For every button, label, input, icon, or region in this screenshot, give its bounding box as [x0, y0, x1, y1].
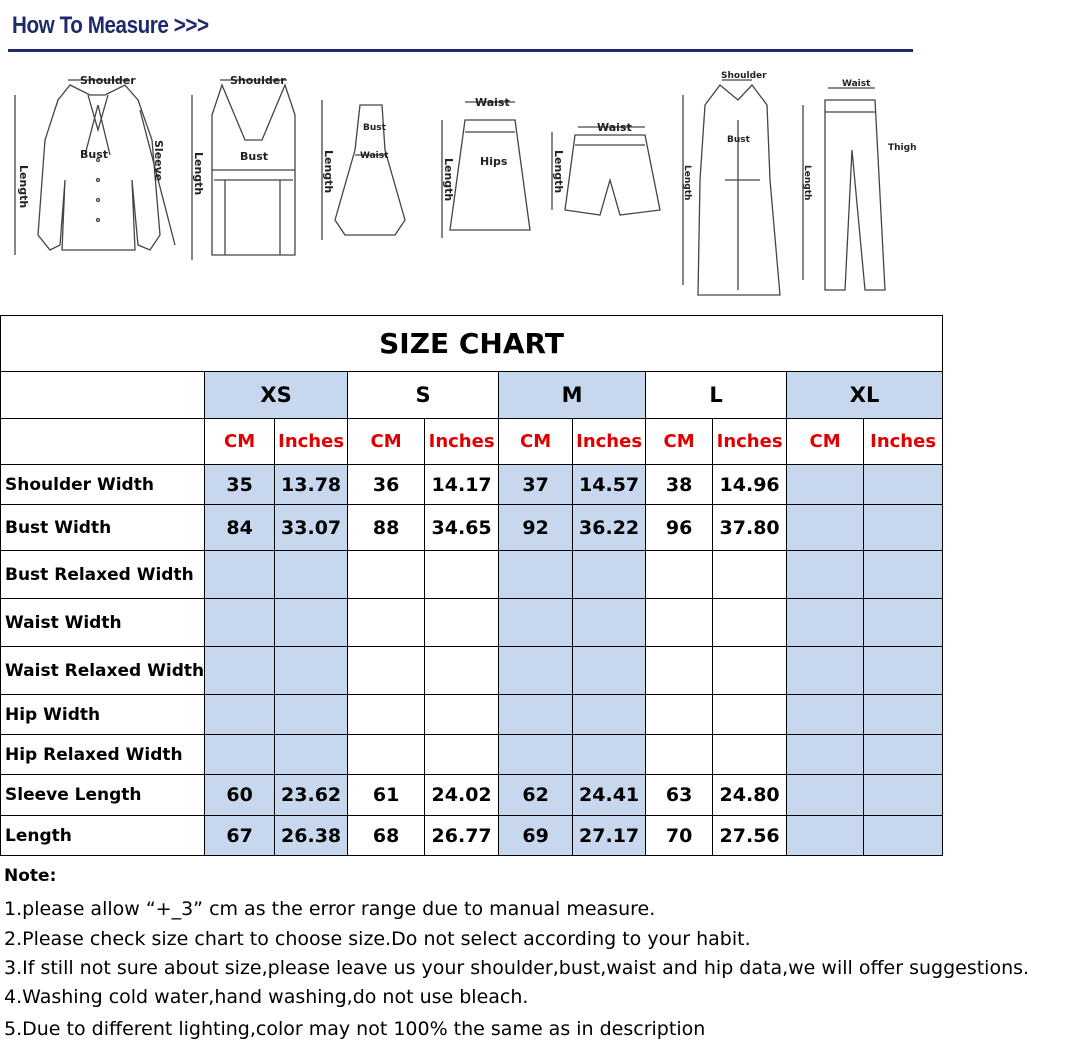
- table-row: [1, 551, 943, 599]
- table-cell: [573, 695, 646, 735]
- table-cell: 67: [205, 816, 275, 856]
- coat-illustration: [683, 80, 780, 295]
- note-item: 4.Washing cold water,hand washing,do not use bleach.: [4, 986, 529, 1008]
- size-xl-header: XL: [787, 372, 943, 419]
- table-row: [1, 735, 943, 775]
- table-cell: [787, 599, 864, 647]
- table-cell: [864, 647, 943, 695]
- table-cell: [275, 735, 348, 775]
- table-row: [1, 647, 943, 695]
- table-cell: [787, 465, 864, 505]
- table-cell: 34.65: [425, 505, 499, 551]
- table-cell: 24.02: [425, 775, 499, 816]
- table-row: [1, 695, 943, 735]
- page-title: How To Measure >>>: [12, 12, 209, 39]
- unit-inches: Inches: [864, 419, 943, 465]
- table-cell: [787, 735, 864, 775]
- length-label: Length: [192, 152, 205, 196]
- table-cell: 23.62: [275, 775, 348, 816]
- bust-label: Bust: [80, 148, 109, 161]
- hips-label: Hips: [480, 155, 508, 168]
- length-label: Length: [17, 165, 30, 209]
- table-cell: [864, 465, 943, 505]
- shorts-illustration: [552, 127, 660, 215]
- table-cell: [573, 735, 646, 775]
- table-cell: [787, 505, 864, 551]
- unit-cm: CM: [499, 419, 573, 465]
- table-cell: [275, 695, 348, 735]
- table-cell: 37.80: [713, 505, 787, 551]
- table-cell: 33.07: [275, 505, 348, 551]
- length-label: Length: [322, 150, 335, 194]
- table-cell: [787, 816, 864, 856]
- unit-cm: CM: [348, 419, 425, 465]
- unit-inches: Inches: [275, 419, 348, 465]
- note-item: 2.Please check size chart to choose size.Do not select according to your habit.: [4, 928, 751, 950]
- table-cell: [348, 695, 425, 735]
- row-label: Bust Relaxed Width: [1, 551, 205, 599]
- waist-label: Waist: [842, 79, 871, 89]
- table-cell: [787, 775, 864, 816]
- waist-label: Waist: [597, 121, 632, 134]
- table-cell: [787, 551, 864, 599]
- table-cell: [425, 647, 499, 695]
- table-cell: [499, 551, 573, 599]
- table-cell: [205, 647, 275, 695]
- table-row: [1, 465, 943, 505]
- table-cell: 69: [499, 816, 573, 856]
- table-cell: [646, 551, 713, 599]
- table-cell: [499, 695, 573, 735]
- table-cell: [499, 647, 573, 695]
- table-cell: [864, 816, 943, 856]
- table-cell: 96: [646, 505, 713, 551]
- table-cell: [205, 695, 275, 735]
- size-chart-title: SIZE CHART: [1, 316, 943, 372]
- table-cell: 37: [499, 465, 573, 505]
- table-cell: [205, 735, 275, 775]
- table-cell: [348, 599, 425, 647]
- measurement-illustrations: [0, 60, 920, 305]
- unit-corner: [1, 419, 205, 465]
- table-cell: 63: [646, 775, 713, 816]
- length-label: Length: [682, 165, 692, 201]
- table-cell: 27.56: [713, 816, 787, 856]
- table-cell: [787, 647, 864, 695]
- table-cell: 14.17: [425, 465, 499, 505]
- table-cell: 14.96: [713, 465, 787, 505]
- table-cell: [425, 695, 499, 735]
- table-cell: [348, 647, 425, 695]
- table-cell: 70: [646, 816, 713, 856]
- table-cell: 14.57: [573, 465, 646, 505]
- table-cell: 36.22: [573, 505, 646, 551]
- table-cell: [275, 647, 348, 695]
- table-cell: 13.78: [275, 465, 348, 505]
- note-item: 5.Due to different lighting,color may not 100% the same as in description: [4, 1018, 706, 1040]
- table-cell: 38: [646, 465, 713, 505]
- table-cell: 35: [205, 465, 275, 505]
- row-label: Sleeve Length: [1, 775, 205, 816]
- table-cell: 60: [205, 775, 275, 816]
- size-xs-header: XS: [205, 372, 348, 419]
- bust-label: Bust: [727, 135, 750, 145]
- table-cell: 24.41: [573, 775, 646, 816]
- length-label: Length: [552, 150, 565, 194]
- row-label: Hip Relaxed Width: [1, 735, 205, 775]
- unit-cm: CM: [646, 419, 713, 465]
- unit-inches: Inches: [573, 419, 646, 465]
- table-cell: [713, 735, 787, 775]
- table-cell: [864, 695, 943, 735]
- table-row: [1, 599, 943, 647]
- row-label: Shoulder Width: [1, 465, 205, 505]
- table-cell: 26.38: [275, 816, 348, 856]
- table-cell: 62: [499, 775, 573, 816]
- table-cell: 92: [499, 505, 573, 551]
- unit-inches: Inches: [713, 419, 787, 465]
- table-cell: [713, 695, 787, 735]
- shoulder-label: Shoulder: [230, 74, 286, 87]
- table-cell: [425, 735, 499, 775]
- length-label: Length: [802, 165, 812, 201]
- table-cell: [713, 647, 787, 695]
- table-cell: [573, 647, 646, 695]
- shoulder-label: Shoulder: [80, 74, 136, 87]
- table-cell: [646, 695, 713, 735]
- unit-inches: Inches: [425, 419, 499, 465]
- table-cell: [425, 551, 499, 599]
- waist-label: Waist: [360, 151, 389, 161]
- size-l-header: L: [646, 372, 787, 419]
- note-item: 3.If still not sure about size,please leave us your shoulder,bust,waist and hip data,we will offer suggestions.: [4, 957, 1030, 979]
- table-cell: [205, 551, 275, 599]
- size-chart-table: [0, 315, 943, 856]
- thigh-label: Thigh: [888, 143, 917, 153]
- table-cell: 26.77: [425, 816, 499, 856]
- tank-top-illustration: [192, 80, 295, 260]
- table-cell: 27.17: [573, 816, 646, 856]
- table-row: [1, 505, 943, 551]
- unit-cm: CM: [787, 419, 864, 465]
- table-row: [1, 816, 943, 856]
- table-cell: 36: [348, 465, 425, 505]
- unit-cm: CM: [205, 419, 275, 465]
- row-label: Hip Width: [1, 695, 205, 735]
- table-cell: [646, 599, 713, 647]
- size-m-header: M: [499, 372, 646, 419]
- table-cell: [573, 599, 646, 647]
- row-label: Length: [1, 816, 205, 856]
- table-cell: [864, 505, 943, 551]
- table-cell: [864, 775, 943, 816]
- table-cell: [348, 551, 425, 599]
- note-item: 1.please allow “+_3” cm as the error range due to manual measure.: [4, 898, 656, 920]
- table-cell: [573, 551, 646, 599]
- pants-illustration: [803, 88, 885, 290]
- row-label: Bust Width: [1, 505, 205, 551]
- table-cell: [425, 599, 499, 647]
- table-cell: [205, 599, 275, 647]
- table-cell: [646, 647, 713, 695]
- blouse-illustration: [15, 80, 175, 255]
- table-cell: [713, 599, 787, 647]
- bust-label: Bust: [240, 150, 269, 163]
- notes-heading: Note:: [4, 866, 57, 886]
- table-cell: [646, 735, 713, 775]
- size-s-header: S: [348, 372, 499, 419]
- shoulder-label: Shoulder: [721, 71, 767, 81]
- table-cell: [348, 735, 425, 775]
- table-cell: 84: [205, 505, 275, 551]
- row-label: Waist Width: [1, 599, 205, 647]
- table-cell: [499, 599, 573, 647]
- header-divider: [8, 49, 913, 52]
- waist-label: Waist: [475, 96, 510, 109]
- length-label: Length: [442, 158, 455, 202]
- table-cell: 68: [348, 816, 425, 856]
- table-cell: [787, 695, 864, 735]
- table-cell: [713, 551, 787, 599]
- header-corner: [1, 372, 205, 419]
- table-cell: [275, 551, 348, 599]
- bust-label: Bust: [363, 123, 386, 133]
- table-cell: 61: [348, 775, 425, 816]
- table-cell: 88: [348, 505, 425, 551]
- row-label: Waist Relaxed Width: [1, 647, 205, 695]
- table-cell: [275, 599, 348, 647]
- table-cell: 24.80: [713, 775, 787, 816]
- table-row: [1, 775, 943, 816]
- table-cell: [499, 735, 573, 775]
- sleeve-label: Sleeve: [152, 140, 165, 182]
- table-cell: [864, 599, 943, 647]
- table-cell: [864, 735, 943, 775]
- table-cell: [864, 551, 943, 599]
